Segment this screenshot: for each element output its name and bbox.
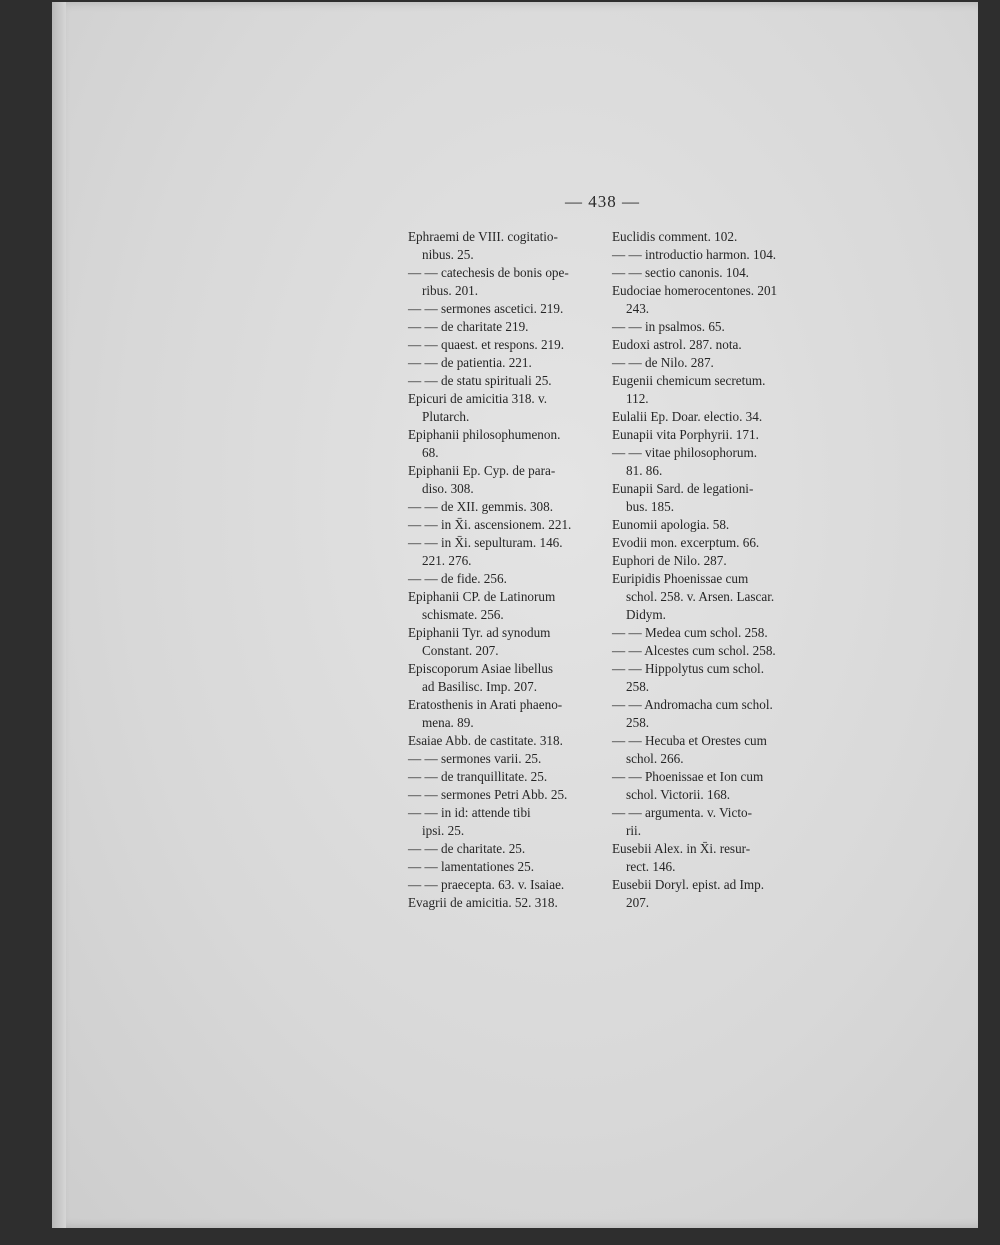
- index-entry-line: — — de Nilo. 287.: [612, 355, 714, 370]
- index-entry-line: ribus. 201.: [422, 283, 479, 298]
- index-entry-line: nibus. 25.: [422, 247, 474, 262]
- index-entry-line: Evodii mon. excerptum. 66.: [612, 535, 760, 550]
- index-entry-line: 68.: [422, 445, 439, 460]
- index-entry-line: — — introductio harmon. 104.: [612, 247, 777, 262]
- index-entry-line: — — in psalmos. 65.: [612, 319, 725, 334]
- index-entry-line: diso. 308.: [422, 481, 474, 496]
- index-entry-line: — — de charitate. 25.: [408, 841, 526, 856]
- index-entry-line: schismate. 256.: [422, 607, 504, 622]
- index-entry-line: — — de tranquillitate. 25.: [408, 769, 548, 784]
- index-entry-line: 221. 276.: [422, 553, 472, 568]
- index-entry-line: Evagrii de amicitia. 52. 318.: [408, 895, 558, 910]
- index-entry-line: 258.: [626, 679, 650, 694]
- index-entry-line: — — Medea cum schol. 258.: [612, 625, 768, 640]
- index-column-right: [612, 228, 808, 912]
- index-entry-line: 207.: [626, 895, 650, 910]
- index-entry-line: Constant. 207.: [422, 643, 499, 658]
- index-entry-line: schol. 266.: [626, 751, 684, 766]
- index-entry-line: — — catechesis de bonis ope-: [408, 265, 569, 280]
- index-entry-line: — — quaest. et respons. 219.: [408, 337, 565, 352]
- index-entry-line: Eusebii Alex. in X̄i. resur-: [612, 841, 751, 856]
- index-entry-line: — — vitae philosophorum.: [612, 445, 758, 460]
- index-entry-line: Eugenii chemicum secretum.: [612, 373, 766, 388]
- index-entry-line: — — de XII. gemmis. 308.: [408, 499, 554, 514]
- index-entry-line: bus. 185.: [626, 499, 674, 514]
- index-entry-line: 112.: [626, 391, 649, 406]
- index-entry-line: — — de patientia. 221.: [408, 355, 532, 370]
- index-entry-line: Esaiae Abb. de castitate. 318.: [408, 733, 563, 748]
- index-entry-line: — — in id: attende tibi: [408, 805, 531, 820]
- index-entry-line: — — de fide. 256.: [408, 571, 507, 586]
- index-entry-line: Eudociae homerocentones. 201: [612, 283, 778, 298]
- index-entry-line: — — Hecuba et Orestes cum: [612, 733, 767, 748]
- page-gutter-shadow: [52, 2, 66, 1228]
- index-entry-line: Plutarch.: [422, 409, 470, 424]
- index-entry-line: — — praecepta. 63. v. Isaiae.: [408, 877, 565, 892]
- index-entry-line: — — Hippolytus cum schol.: [612, 661, 765, 676]
- index-entry-line: — — Alcestes cum schol. 258.: [612, 643, 776, 658]
- index-entry-line: Eusebii Doryl. epist. ad Imp.: [612, 877, 764, 892]
- index-entry-line: Epiphanii Ep. Cyp. de para-: [408, 463, 556, 478]
- index-entry-line: — — Andromacha cum schol.: [612, 697, 773, 712]
- index-entry-line: — — in X̄i. sepulturam. 146.: [408, 535, 563, 550]
- index-entry-line: Eunapii Sard. de legationi-: [612, 481, 754, 496]
- index-entry-line: Epiphanii Tyr. ad synodum: [408, 625, 551, 640]
- index-entry-line: schol. Victorii. 168.: [626, 787, 731, 802]
- index-entry-line: Epiphanii philosophumenon.: [408, 427, 561, 442]
- index-entry-line: — — sermones Petri Abb. 25.: [408, 787, 568, 802]
- index-entry-line: schol. 258. v. Arsen. Lascar.: [626, 589, 775, 604]
- index-entry-line: — — de statu spirituali 25.: [408, 373, 552, 388]
- index-entry-line: — — sectio canonis. 104.: [612, 265, 749, 280]
- index-entry-line: — — sermones varii. 25.: [408, 751, 542, 766]
- index-entry-line: — — lamentationes 25.: [408, 859, 534, 874]
- index-entry-line: Didym.: [626, 607, 666, 622]
- index-entry-line: Euclidis comment. 102.: [612, 229, 738, 244]
- index-entry-line: — — Phoenissae et Ion cum: [612, 769, 764, 784]
- index-entry-line: Eratosthenis in Arati phaeno-: [408, 697, 563, 712]
- index-entry-line: — — de charitate 219.: [408, 319, 529, 334]
- index-entry-line: rect. 146.: [626, 859, 676, 874]
- index-entry-line: Euphori de Nilo. 287.: [612, 553, 727, 568]
- index-entry-line: Epicuri de amicitia 318. v.: [408, 391, 548, 406]
- index-entry-line: Eulalii Ep. Doar. electio. 34.: [612, 409, 763, 424]
- index-entry-line: — — sermones ascetici. 219.: [408, 301, 564, 316]
- index-entry-line: ad Basilisc. Imp. 207.: [422, 679, 538, 694]
- index-entry-line: Eunapii vita Porphyrii. 171.: [612, 427, 759, 442]
- index-entry-line: Episcoporum Asiae libellus: [408, 661, 554, 676]
- index-entry-line: 81. 86.: [626, 463, 663, 478]
- index-entry-line: Euripidis Phoenissae cum: [612, 571, 749, 586]
- page-number: — 438 —: [565, 192, 640, 211]
- index-entry-line: Ephraemi de VIII. cogitatio-: [408, 229, 558, 244]
- index-entry-line: Eunomii apologia. 58.: [612, 517, 730, 532]
- index-column-left: [408, 228, 600, 912]
- index-entry-line: Eudoxi astrol. 287. nota.: [612, 337, 742, 352]
- index-entry-line: — — in X̄i. ascensionem. 221.: [408, 517, 572, 532]
- index-entry-line: ipsi. 25.: [422, 823, 465, 838]
- index-entry-line: Epiphanii CP. de Latinorum: [408, 589, 556, 604]
- index-entry-line: 243.: [626, 301, 650, 316]
- index-entry-line: mena. 89.: [422, 715, 474, 730]
- index-entry-line: rii.: [626, 823, 642, 838]
- index-entry-line: 258.: [626, 715, 650, 730]
- index-entry-line: — — argumenta. v. Victo-: [612, 805, 752, 820]
